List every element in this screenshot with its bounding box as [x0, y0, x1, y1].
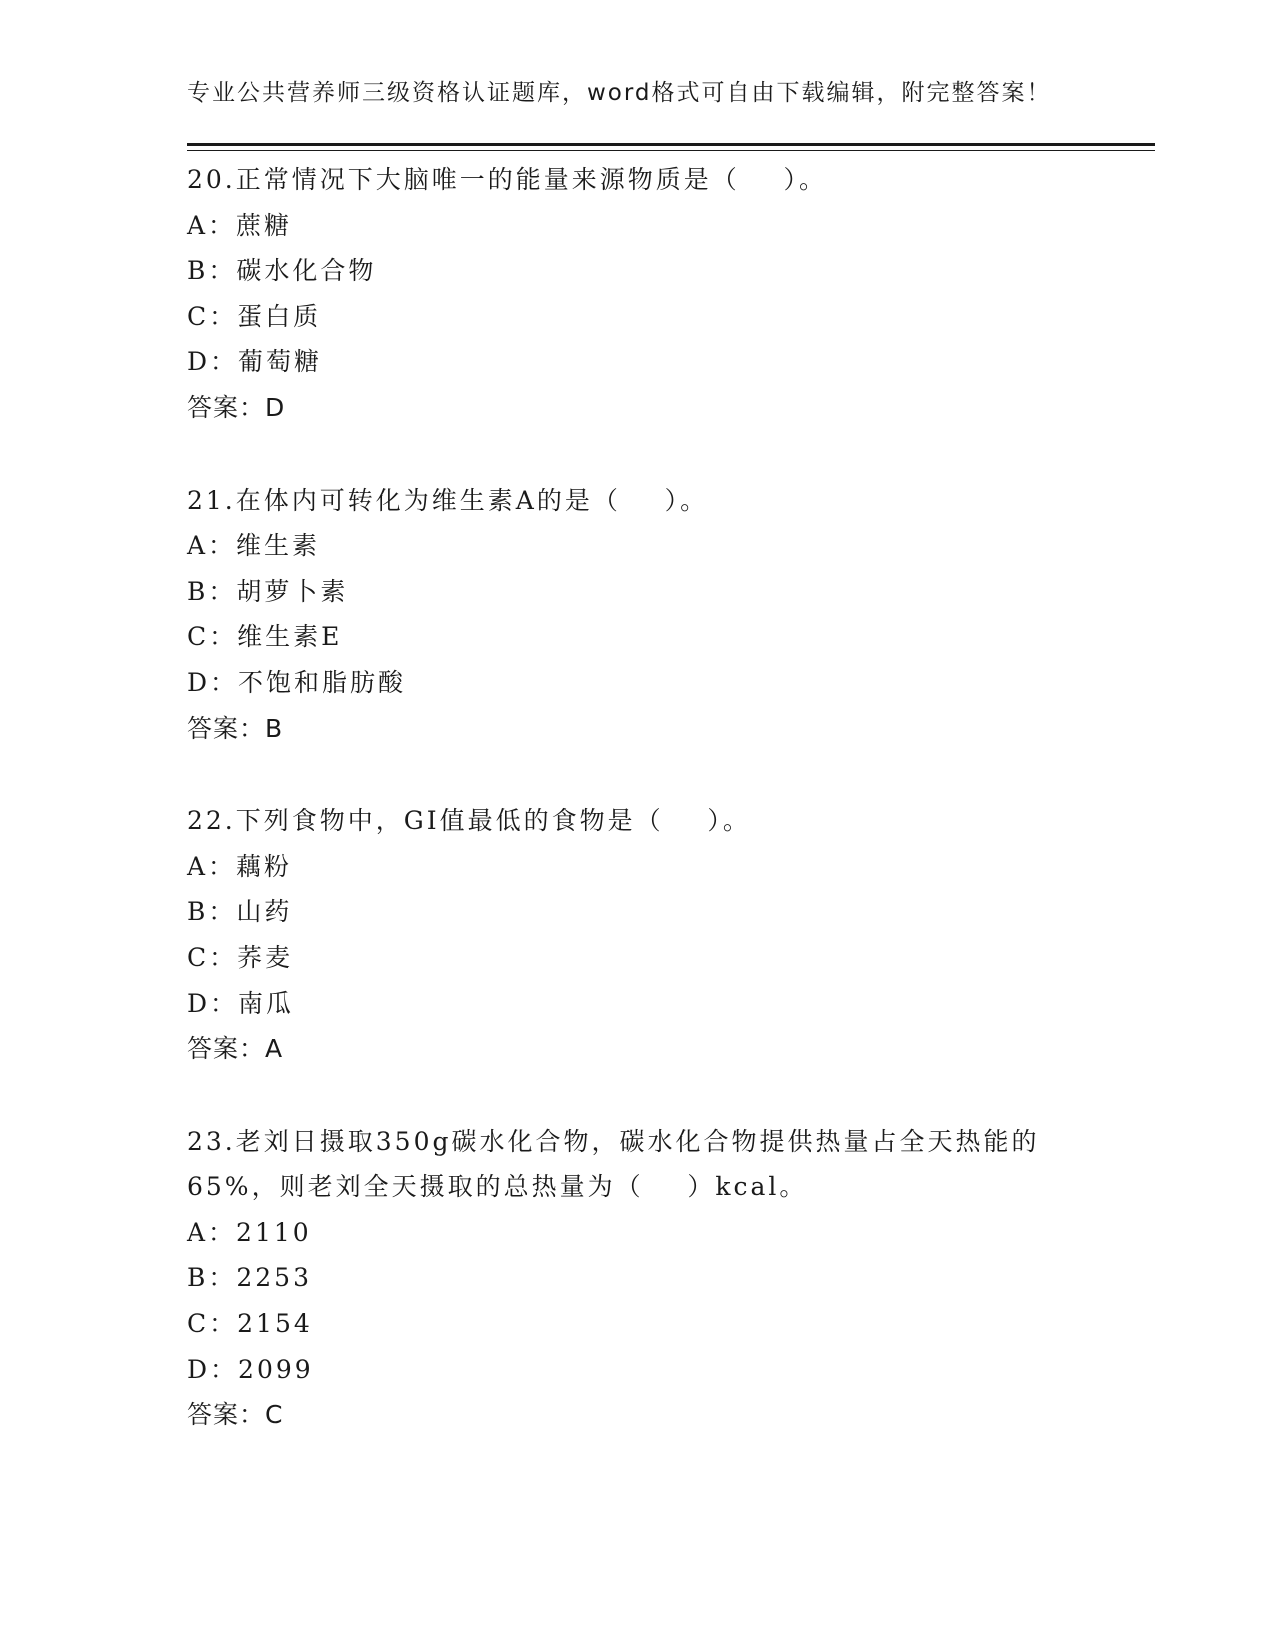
option-a: A：藕粉: [187, 851, 293, 881]
question-23: [187, 1119, 1067, 1438]
option-c: C：蛋白质: [187, 301, 322, 331]
option-d: D：葡萄糖: [187, 347, 323, 377]
page-header-title: 专业公共营养师三级资格认证题库，word格式可自由下载编辑，附完整答案！: [187, 80, 1052, 106]
option-d: D：不饱和脂肪酸: [187, 667, 407, 697]
question-stem: 22.下列食物中，GI值最低的食物是（ ）。: [187, 806, 751, 836]
question-list: [187, 157, 1067, 1438]
option-a: A：维生素: [187, 531, 321, 561]
option-d: D：2099: [187, 1354, 314, 1384]
option-d: D：南瓜: [187, 988, 295, 1018]
option-c: C：2154: [187, 1309, 313, 1339]
option-c: C：荞麦: [187, 942, 294, 972]
option-a: A：2110: [187, 1217, 312, 1247]
option-b: B：胡萝卜素: [187, 576, 349, 606]
option-b: B：碳水化合物: [187, 256, 377, 286]
header-divider-thick: [187, 143, 1155, 146]
question-22: [187, 798, 1067, 1072]
answer-label: 答案：C: [187, 1400, 284, 1430]
question-20: [187, 157, 1067, 431]
question-stem: 21.在体内可转化为维生素A的是（ ）。: [187, 485, 709, 515]
option-b: B：2253: [187, 1263, 312, 1293]
option-b: B：山药: [187, 897, 293, 927]
question-stem-line-2: 65%，则老刘全天摄取的总热量为（ ）kcal。: [187, 1172, 808, 1202]
question-stem-line-1: 23.老刘日摄取350g碳水化合物，碳水化合物提供热量占全天热能的: [187, 1126, 1040, 1156]
answer-label: 答案：B: [187, 713, 284, 743]
option-a: A：蔗糖: [187, 210, 293, 240]
answer-label: 答案：D: [187, 392, 286, 422]
answer-label: 答案：A: [187, 1034, 284, 1064]
header-divider-thin: [187, 150, 1155, 151]
question-21: [187, 478, 1067, 752]
option-c: C：维生素E: [187, 622, 343, 652]
question-stem: 20.正常情况下大脑唯一的能量来源物质是（ ）。: [187, 165, 828, 194]
